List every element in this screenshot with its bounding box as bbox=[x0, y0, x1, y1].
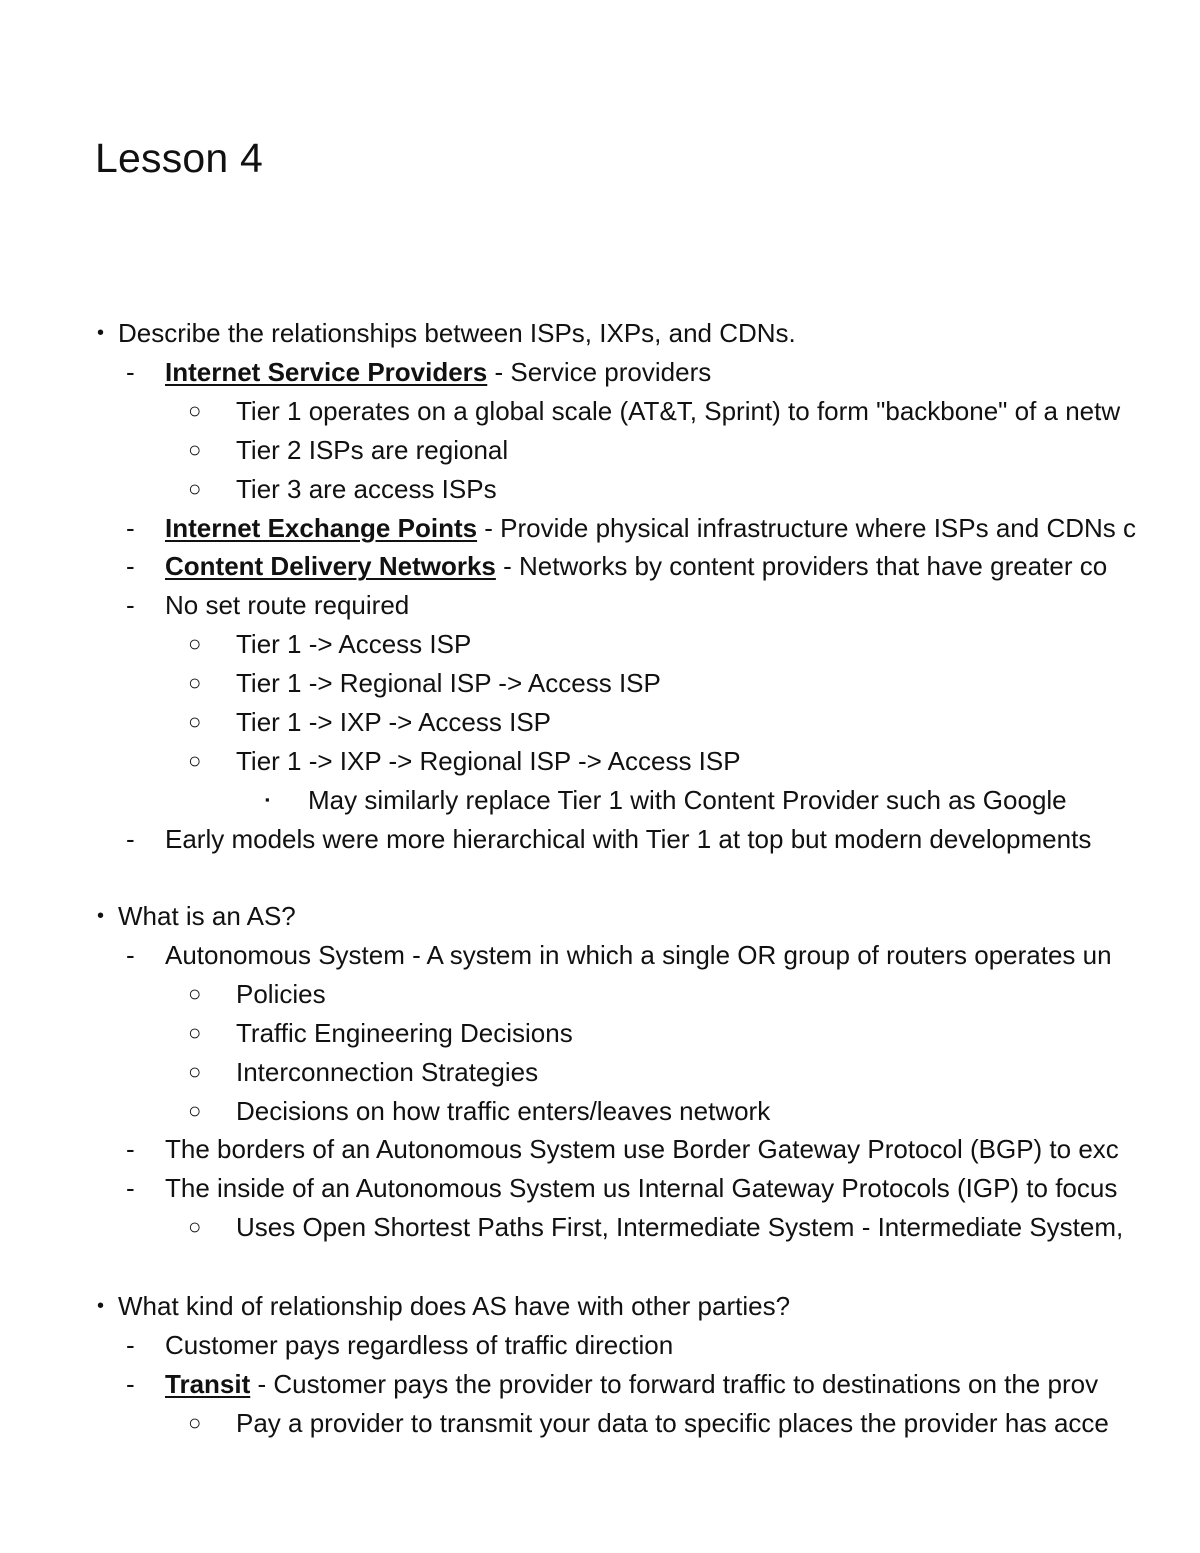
circle-bullet-icon: ○ bbox=[188, 1097, 202, 1123]
item-text: No set route required bbox=[165, 590, 410, 621]
list-item bbox=[236, 667, 661, 699]
term-label: Content Delivery Networks bbox=[165, 551, 496, 582]
item-text: Tier 1 -> IXP -> Regional ISP -> Access ISP bbox=[236, 745, 741, 776]
item-text: Tier 1 -> Regional ISP -> Access ISP bbox=[236, 668, 661, 699]
list-item bbox=[165, 550, 1107, 582]
section-heading-line bbox=[118, 317, 796, 349]
item-text: - Networks by content providers that have greater co bbox=[495, 551, 1108, 582]
item-text: Tier 1 operates on a global scale (AT&T, Sprint) to form "backbone" of a netw bbox=[236, 395, 1121, 426]
list-item bbox=[236, 1407, 1109, 1439]
list-item bbox=[165, 589, 409, 621]
item-text: Tier 1 -> Access ISP bbox=[236, 629, 472, 660]
dash-marker: - bbox=[126, 823, 135, 854]
item-text: Decisions on how traffic enters/leaves network bbox=[236, 1095, 771, 1126]
item-text: Pay a provider to transmit your data to specific places the provider has acce bbox=[236, 1407, 1109, 1438]
circle-bullet-icon: ○ bbox=[188, 670, 202, 696]
dash-marker: - bbox=[126, 551, 135, 582]
item-text: Interconnection Strategies bbox=[236, 1056, 539, 1087]
list-item bbox=[236, 473, 497, 505]
term-label: Internet Exchange Points bbox=[165, 512, 478, 543]
dash-marker: - bbox=[126, 1368, 135, 1399]
section-heading-line bbox=[118, 1290, 790, 1322]
circle-bullet-icon: ○ bbox=[188, 980, 202, 1006]
circle-bullet-icon: ○ bbox=[188, 1409, 202, 1435]
dash-marker: - bbox=[126, 1329, 135, 1360]
list-item bbox=[236, 1017, 573, 1049]
dash-marker: - bbox=[126, 939, 135, 970]
item-text: - Service providers bbox=[487, 356, 712, 387]
list-item bbox=[165, 1133, 1119, 1165]
list-item bbox=[236, 395, 1120, 427]
list-item bbox=[165, 939, 1112, 971]
list-item bbox=[165, 823, 1091, 855]
list-item bbox=[236, 1095, 770, 1127]
page-title: Lesson 4 bbox=[95, 135, 264, 181]
circle-bullet-icon: ○ bbox=[188, 631, 202, 657]
item-text: The borders of an Autonomous System use Border Gateway Protocol (BGP) to exc bbox=[165, 1134, 1119, 1165]
circle-bullet-icon: ○ bbox=[188, 397, 202, 423]
list-item bbox=[236, 978, 326, 1010]
section-heading-line bbox=[118, 900, 296, 932]
bullet-marker: • bbox=[97, 1295, 105, 1317]
list-item bbox=[236, 745, 741, 777]
circle-bullet-icon: ○ bbox=[188, 475, 202, 501]
circle-bullet-icon: ○ bbox=[188, 709, 202, 734]
circle-bullet-icon: ○ bbox=[188, 1058, 202, 1084]
list-item bbox=[236, 1211, 1123, 1243]
term-label: Internet Service Providers bbox=[165, 356, 488, 387]
bullet-marker: • bbox=[97, 322, 105, 344]
square-bullet-icon: ▪ bbox=[265, 791, 270, 807]
section-heading: What is an AS? bbox=[118, 901, 296, 931]
item-text: Early models were more hierarchical with Tier 1 at top but modern developments bbox=[165, 823, 1092, 854]
dash-marker: - bbox=[126, 356, 135, 387]
dash-marker: - bbox=[126, 1134, 135, 1165]
list-item bbox=[165, 512, 1136, 544]
list-item bbox=[236, 434, 508, 466]
term-label: Transit bbox=[165, 1368, 251, 1399]
list-item bbox=[165, 1172, 1117, 1204]
bullet-marker: • bbox=[97, 905, 105, 927]
item-text: - Provide physical infrastructure where ISPs and CDNs c bbox=[477, 512, 1136, 543]
dash-marker: - bbox=[126, 1173, 135, 1204]
list-item bbox=[236, 628, 471, 660]
item-text: - Customer pays the provider to forward traffic to destinations on the prov bbox=[250, 1368, 1099, 1399]
dash-marker: - bbox=[126, 590, 135, 621]
item-text: Traffic Engineering Decisions bbox=[236, 1017, 573, 1048]
list-item bbox=[236, 706, 551, 738]
list-item bbox=[165, 1368, 1098, 1400]
dash-marker: - bbox=[126, 512, 135, 543]
item-text: Tier 3 are access ISPs bbox=[236, 473, 497, 504]
item-text: Tier 1 -> IXP -> Access ISP bbox=[236, 707, 552, 737]
list-item bbox=[165, 1329, 673, 1361]
circle-bullet-icon: ○ bbox=[188, 1214, 202, 1240]
item-text: Customer pays regardless of traffic direction bbox=[165, 1329, 674, 1360]
list-item bbox=[165, 356, 711, 388]
item-text: The inside of an Autonomous System us Internal Gateway Protocols (IGP) to focus bbox=[165, 1173, 1118, 1204]
circle-bullet-icon: ○ bbox=[188, 1019, 202, 1045]
section-heading: What kind of relationship does AS have with other parties? bbox=[118, 1291, 791, 1321]
list-item bbox=[308, 784, 1067, 816]
item-text: Autonomous System - A system in which a single OR group of routers operates un bbox=[165, 939, 1112, 970]
circle-bullet-icon: ○ bbox=[188, 747, 202, 773]
list-item bbox=[236, 1056, 538, 1088]
item-text: May similarly replace Tier 1 with Content Provider such as Google bbox=[308, 784, 1067, 815]
item-text: Uses Open Shortest Paths First, Intermediate System - Intermediate System, bbox=[236, 1212, 1124, 1243]
item-text: Tier 2 ISPs are regional bbox=[236, 434, 509, 465]
section-heading: Describe the relationships between ISPs, IXPs, and CDNs. bbox=[118, 318, 796, 348]
circle-bullet-icon: ○ bbox=[188, 436, 202, 462]
item-text: Policies bbox=[236, 978, 326, 1009]
